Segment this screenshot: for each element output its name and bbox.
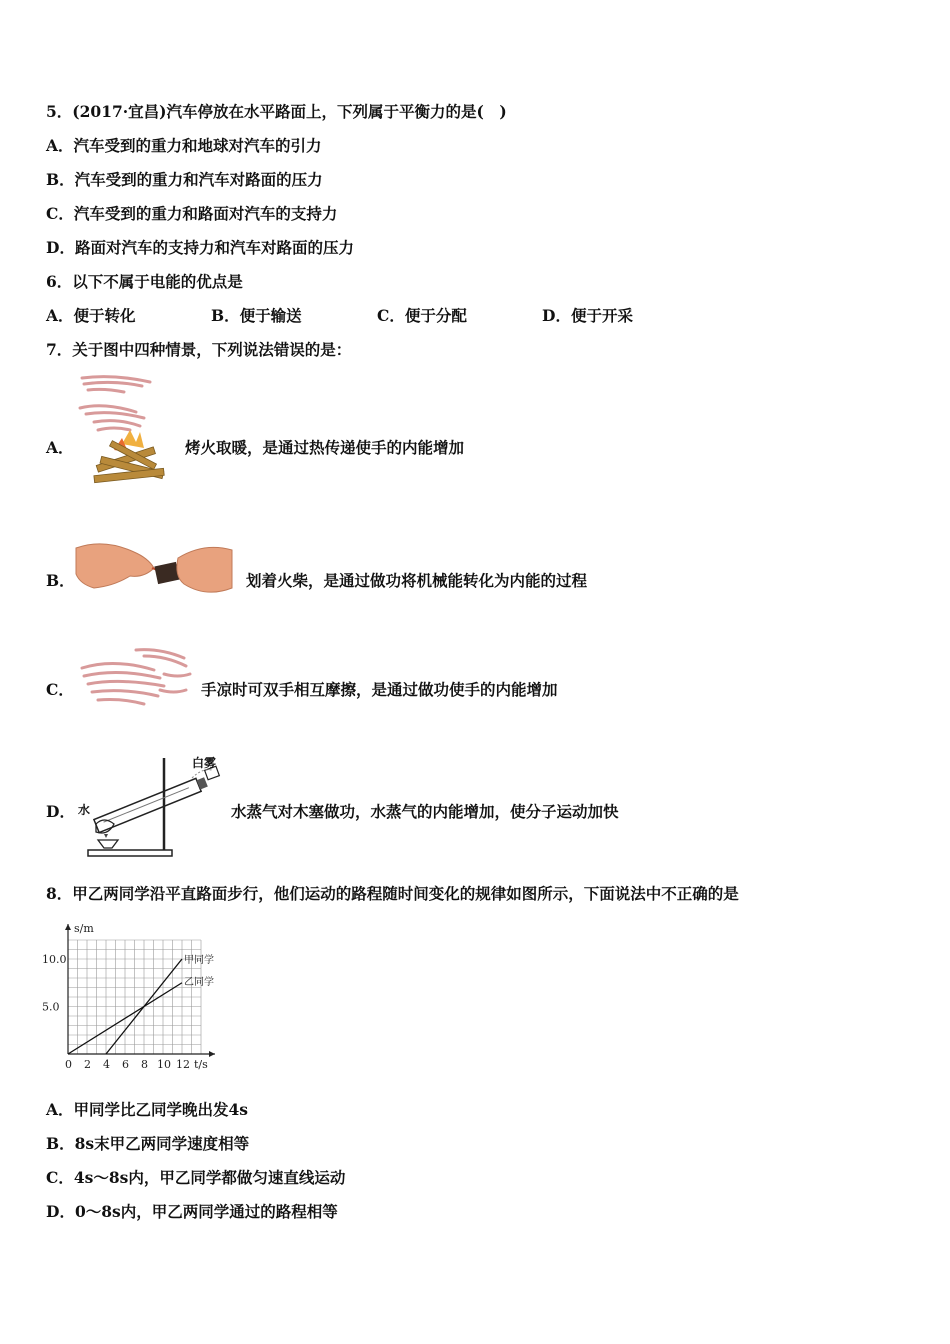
q7-option-b-text: 划着火柴，是通过做功将机械能转化为内能的过程 bbox=[246, 571, 588, 590]
y-tick-label: 10.0 bbox=[42, 953, 67, 966]
x-tick-label: 8 bbox=[141, 1058, 148, 1071]
q8-option-b: B．8s末甲乙两同学速度相等 bbox=[46, 1134, 250, 1153]
water-label: 水 bbox=[78, 803, 91, 817]
x-tick-label: 2 bbox=[84, 1058, 91, 1071]
q7-option-c-letter: C． bbox=[46, 680, 74, 699]
y-axis-arrow bbox=[65, 924, 71, 930]
q6-option-c: C．便于分配 bbox=[377, 306, 467, 325]
distance-time-chart-svg bbox=[40, 912, 240, 1076]
q7-option-a-letter: A． bbox=[46, 438, 74, 457]
q8-option-d: D．0～8s内，甲乙两同学通过的路程相等 bbox=[46, 1202, 338, 1221]
q6-stem: 6．以下不属于电能的优点是 bbox=[46, 272, 243, 291]
x-tick-label: 0 bbox=[65, 1058, 72, 1071]
q5-stem: 5．(2017·宜昌)汽车停放在水平路面上，下列属于平衡力的是( ) bbox=[46, 102, 507, 121]
q6-option-b: B．便于输送 bbox=[211, 306, 302, 325]
q7-option-c-text: 手凉时可双手相互摩擦，是通过做功使手的内能增加 bbox=[201, 680, 558, 699]
q8-option-a: A．甲同学比乙同学晚出发4s bbox=[46, 1100, 249, 1119]
distance-time-chart bbox=[40, 912, 240, 1076]
q7-option-d-letter: D． bbox=[46, 802, 75, 821]
campfire-hands-image bbox=[74, 372, 184, 492]
y-axis-label: s/m bbox=[74, 922, 94, 935]
q7-option-a-text: 烤火取暖，是通过热传递使手的内能增加 bbox=[185, 438, 465, 457]
fog-label: 白雾 bbox=[192, 756, 217, 770]
q5-option-b: B．汽车受到的重力和汽车对路面的压力 bbox=[46, 170, 323, 189]
x-tick-label: 6 bbox=[122, 1058, 129, 1071]
q6-option-d: D．便于开采 bbox=[542, 306, 633, 325]
q5-option-d: D．路面对汽车的支持力和汽车对路面的压力 bbox=[46, 238, 354, 257]
q6-option-a: A．便于转化 bbox=[46, 306, 136, 325]
striking-match-image bbox=[74, 538, 234, 604]
x-axis-label: t/s bbox=[194, 1058, 208, 1071]
q5-option-a: A．汽车受到的重力和地球对汽车的引力 bbox=[46, 136, 322, 155]
q7-option-b-letter: B． bbox=[46, 571, 75, 590]
y-tick-label: 5.0 bbox=[42, 1000, 60, 1014]
series-legend-label: 甲同学 bbox=[184, 955, 214, 966]
x-tick-label: 10 bbox=[157, 1058, 171, 1071]
q6-options bbox=[46, 306, 746, 326]
q8-stem: 8．甲乙两同学沿平直路面步行，他们运动的路程随时间变化的规律如图所示，下面说法中不正确的是 bbox=[46, 884, 739, 903]
x-axis-arrow bbox=[209, 1051, 215, 1057]
x-tick-label: 4 bbox=[103, 1058, 110, 1071]
rubbing-hands-image bbox=[74, 644, 194, 716]
q8-option-c: C．4s～8s内，甲乙同学都做匀速直线运动 bbox=[46, 1168, 346, 1187]
q7-stem: 7．关于图中四种情景，下列说法错误的是： bbox=[46, 340, 352, 359]
q5-option-c: C．汽车受到的重力和路面对汽车的支持力 bbox=[46, 204, 338, 223]
x-tick-label: 12 bbox=[176, 1058, 190, 1071]
q7-option-d-text: 水蒸气对木塞做功，水蒸气的内能增加，使分子运动加快 bbox=[231, 802, 619, 821]
series-legend-label: 乙同学 bbox=[184, 976, 214, 988]
